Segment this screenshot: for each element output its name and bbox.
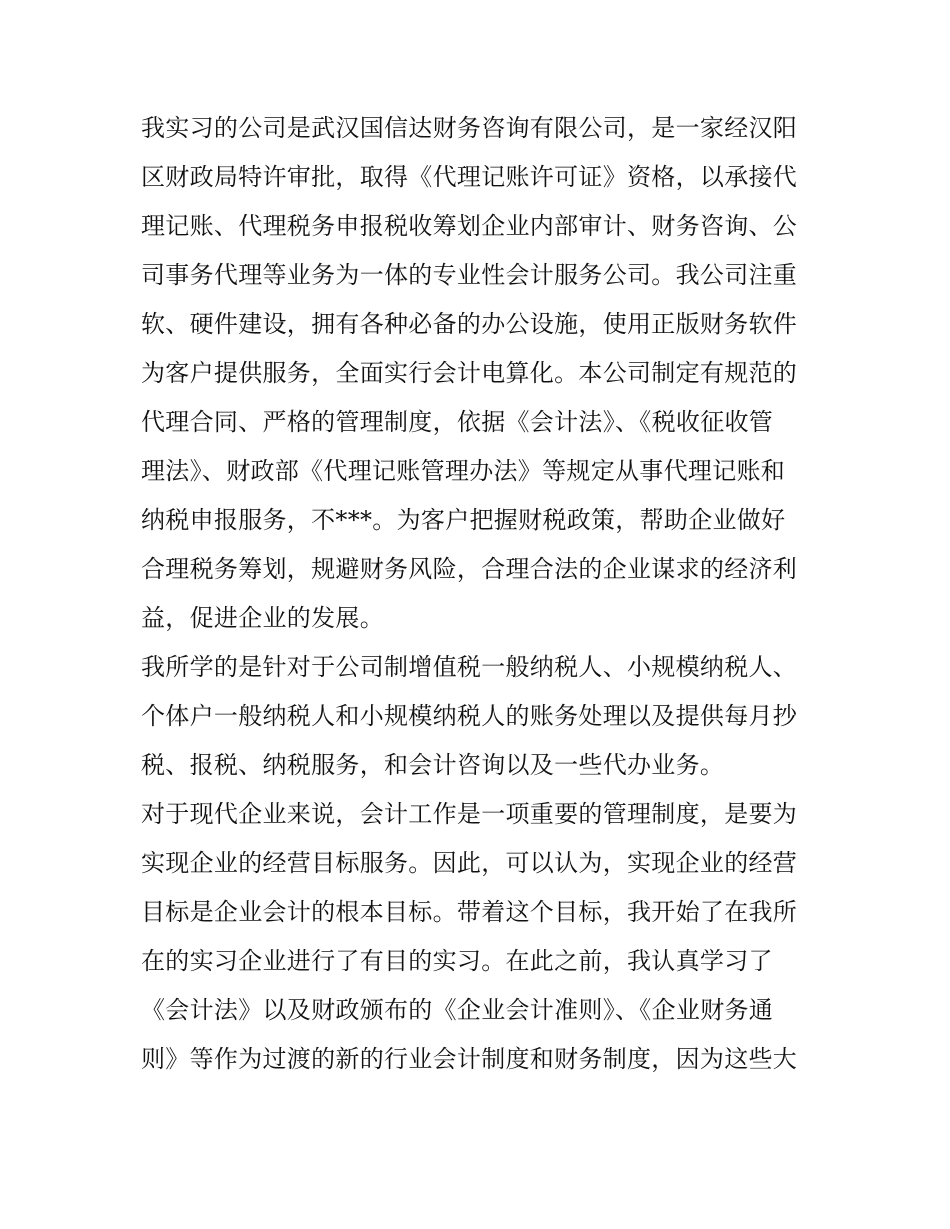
text-line: 理记账、代理税务申报税收筹划企业内部审计、财务咨询、公 [141,212,798,240]
text-line: 税、报税、纳税服务，和会计咨询以及一些代办业务。 [141,751,725,779]
text-line: 为客户提供服务，全面实行会计电算化。本公司制定有规范的 [141,359,798,387]
text-line: 在的实习企业进行了有目的实习。在此之前，我认真学习了 [141,947,773,975]
text-line: 区财政局特许审批，取得《代理记账许可证》资格，以承接代 [141,163,798,191]
body-text [141,104,821,1084]
text-line: 对于现代企业来说，会计工作是一项重要的管理制度，是要为 [141,800,798,828]
text-line: 则》等作为过渡的新的行业会计制度和财务制度，因为这些大 [141,1045,798,1073]
text-line: 软、硬件建设，拥有各种必备的办公设施，使用正版财务软件 [141,310,798,338]
text-line: 目标是企业会计的根本目标。带着这个目标，我开始了在我所 [141,898,798,926]
text-line: 我所学的是针对于公司制增值税一般纳税人、小规模纳税人、 [141,653,798,681]
text-line: 代理合同、严格的管理制度，依据《会计法》、《税收征收管 [141,408,774,436]
text-line: 实现企业的经营目标服务。因此，可以认为，实现企业的经营 [141,849,798,877]
text-line: 理法》、财政部《代理记账管理办法》等规定从事代理记账和 [141,457,786,485]
text-line: 《会计法》以及财政颁布的《企业会计准则》、《企业财务通 [141,996,774,1024]
text-line: 合理税务筹划，规避财务风险，合理合法的企业谋求的经济利 [141,555,798,583]
text-line: 益，促进企业的发展。 [141,604,384,632]
text-line: 纳税申报服务，不***。为客户把握财税政策，帮助企业做好 [141,506,786,534]
text-line: 司事务代理等业务为一体的专业性会计服务公司。我公司注重 [141,261,798,289]
text-line: 我实习的公司是武汉国信达财务咨询有限公司，是一家经汉阳 [141,114,798,142]
text-line: 个体户一般纳税人和小规模纳税人的账务处理以及提供每月抄 [141,702,798,730]
